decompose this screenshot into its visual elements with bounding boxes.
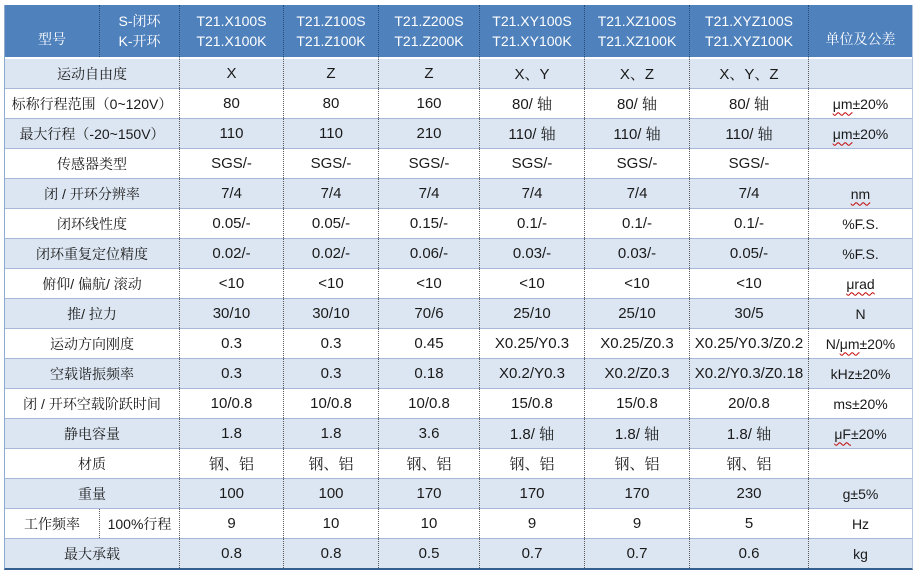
spec-value-cell: Z bbox=[378, 59, 479, 88]
spec-value-cell: 1.8/ 轴 bbox=[479, 418, 584, 448]
unit-cell bbox=[808, 328, 912, 358]
spec-value-cell: SGS/- bbox=[283, 148, 378, 178]
spec-value-cell: 7/4 bbox=[283, 178, 378, 208]
unit-text-spellcheck-flagged: μrad bbox=[846, 275, 875, 292]
spec-value-cell: 160 bbox=[378, 88, 479, 118]
unit-text: kg bbox=[853, 545, 868, 562]
model-header-cell bbox=[5, 5, 179, 59]
spec-value-cell: 0.1/- bbox=[689, 208, 808, 238]
unit-tolerance-text: ±20% bbox=[852, 125, 889, 142]
model-name-s: T21.XY100S bbox=[492, 13, 572, 29]
spec-value-cell: 110/ 轴 bbox=[479, 118, 584, 148]
spec-value-cell: 1.8 bbox=[179, 418, 283, 448]
model-column-header bbox=[584, 5, 689, 59]
spec-value-cell: SGS/- bbox=[689, 148, 808, 178]
spec-value-cell: 30/10 bbox=[179, 298, 283, 328]
unit-cell bbox=[808, 358, 912, 388]
row-label-cell: 最大承载 bbox=[5, 538, 179, 568]
spec-value-cell: 80 bbox=[179, 88, 283, 118]
row-label-cell: 材质 bbox=[5, 448, 179, 478]
row-label-cell bbox=[5, 508, 179, 538]
spec-value-cell: 0.1/- bbox=[584, 208, 689, 238]
spec-row bbox=[5, 208, 912, 238]
spec-value-cell: X0.2/Y0.3 bbox=[479, 358, 584, 388]
spec-value-cell: 7/4 bbox=[479, 178, 584, 208]
unit-text-spellcheck-flagged: μm bbox=[832, 125, 853, 142]
unit-cell bbox=[808, 178, 912, 208]
unit-cell bbox=[808, 88, 912, 118]
spec-value-cell: 钢、铝 bbox=[179, 448, 283, 478]
spec-value-cell: X0.25/Y0.3 bbox=[479, 328, 584, 358]
spec-row bbox=[5, 358, 912, 388]
spec-value-cell: 3.6 bbox=[378, 418, 479, 448]
model-name-k: T21.X100K bbox=[196, 33, 267, 49]
spec-value-cell: 钢、铝 bbox=[378, 448, 479, 478]
spec-value-cell: 5 bbox=[689, 508, 808, 538]
spec-value-cell: <10 bbox=[283, 268, 378, 298]
spec-value-cell: 1.8/ 轴 bbox=[689, 418, 808, 448]
row-label-cell: 重量 bbox=[5, 478, 179, 508]
spec-value-cell: 30/5 bbox=[689, 298, 808, 328]
spec-value-cell: 0.05/- bbox=[179, 208, 283, 238]
spec-value-cell: SGS/- bbox=[378, 148, 479, 178]
spec-value-cell: 10 bbox=[283, 508, 378, 538]
row-label-cell: 运动方向刚度 bbox=[5, 328, 179, 358]
spec-table bbox=[4, 5, 913, 570]
spec-value-cell: SGS/- bbox=[479, 148, 584, 178]
spec-row bbox=[5, 118, 912, 148]
model-column-header bbox=[179, 5, 283, 59]
spec-row bbox=[5, 478, 912, 508]
row-label-cell: 标称行程范围（0~120V） bbox=[5, 88, 179, 118]
spec-row bbox=[5, 268, 912, 298]
spec-value-cell: 0.45 bbox=[378, 328, 479, 358]
unit-text-spellcheck-flagged: μF bbox=[834, 425, 851, 442]
spec-value-cell: 10/0.8 bbox=[283, 388, 378, 418]
model-header-label: 型号 bbox=[38, 31, 66, 47]
unit-header-label: 单位及公差 bbox=[825, 31, 896, 47]
row-label-cell: 推/ 拉力 bbox=[5, 298, 179, 328]
unit-text-spellcheck-flagged: nm bbox=[850, 185, 871, 202]
spec-value-cell: 0.05/- bbox=[689, 238, 808, 268]
unit-tolerance-text: ±20% bbox=[859, 335, 896, 352]
row-label-cell: 静电容量 bbox=[5, 418, 179, 448]
spec-row bbox=[5, 508, 912, 538]
spec-value-cell: 0.02/- bbox=[179, 238, 283, 268]
spec-row bbox=[5, 238, 912, 268]
spec-value-cell: X、Y、Z bbox=[689, 59, 808, 88]
spec-row bbox=[5, 59, 912, 88]
unit-text: N bbox=[855, 305, 866, 322]
spec-value-cell: 0.18 bbox=[378, 358, 479, 388]
spec-value-cell: 70/6 bbox=[378, 298, 479, 328]
spec-row bbox=[5, 538, 912, 568]
row-label-cell: 闭 / 开环分辨率 bbox=[5, 178, 179, 208]
spec-value-cell: X0.2/Y0.3/Z0.18 bbox=[689, 358, 808, 388]
loop-type-header bbox=[99, 5, 179, 57]
spec-value-cell: 170 bbox=[479, 478, 584, 508]
spec-value-cell: 80/ 轴 bbox=[479, 88, 584, 118]
unit-cell bbox=[808, 538, 912, 568]
unit-tolerance-text: ±20% bbox=[850, 425, 887, 442]
row-label-cell: 空载谐振频率 bbox=[5, 358, 179, 388]
spec-value-cell: 10/0.8 bbox=[179, 388, 283, 418]
spec-value-cell: 0.6 bbox=[689, 538, 808, 568]
row-label-cell: 俯仰/ 偏航/ 滚动 bbox=[5, 268, 179, 298]
spec-value-cell: 15/0.8 bbox=[479, 388, 584, 418]
unit-cell bbox=[808, 448, 912, 478]
unit-cell bbox=[808, 118, 912, 148]
spec-value-cell: 7/4 bbox=[584, 178, 689, 208]
spec-value-cell: SGS/- bbox=[179, 148, 283, 178]
spec-value-cell: 9 bbox=[179, 508, 283, 538]
spec-value-cell: 110/ 轴 bbox=[584, 118, 689, 148]
spec-value-cell: X、Z bbox=[584, 59, 689, 88]
spec-value-cell: 0.8 bbox=[283, 538, 378, 568]
unit-text: ms±20% bbox=[833, 395, 888, 412]
spec-value-cell: 170 bbox=[378, 478, 479, 508]
spec-value-cell: 7/4 bbox=[179, 178, 283, 208]
spec-value-cell: 0.7 bbox=[584, 538, 689, 568]
row-label-cell: 传感器类型 bbox=[5, 148, 179, 178]
row-label-cell: 运动自由度 bbox=[5, 59, 179, 88]
spec-value-cell: 10 bbox=[378, 508, 479, 538]
spec-value-cell: 170 bbox=[584, 478, 689, 508]
unit-text-spellcheck-flagged: μm bbox=[839, 335, 860, 352]
model-name-s: T21.Z100S bbox=[296, 13, 366, 29]
spec-value-cell: 钢、铝 bbox=[283, 448, 378, 478]
unit-cell bbox=[808, 508, 912, 538]
unit-cell bbox=[808, 478, 912, 508]
spec-value-cell: 100 bbox=[179, 478, 283, 508]
spec-value-cell: X0.2/Z0.3 bbox=[584, 358, 689, 388]
spec-value-cell: <10 bbox=[689, 268, 808, 298]
spec-value-cell: <10 bbox=[584, 268, 689, 298]
spec-value-cell: 25/10 bbox=[584, 298, 689, 328]
spec-value-cell: 钢、铝 bbox=[584, 448, 689, 478]
model-name-s: T21.XYZ100S bbox=[705, 13, 793, 29]
spec-value-cell: 80/ 轴 bbox=[584, 88, 689, 118]
spec-value-cell: 10/0.8 bbox=[378, 388, 479, 418]
row-label-cell: 闭环重复定位精度 bbox=[5, 238, 179, 268]
spec-row bbox=[5, 418, 912, 448]
spec-value-cell: 1.8/ 轴 bbox=[584, 418, 689, 448]
spec-value-cell: X0.25/Z0.3 bbox=[584, 328, 689, 358]
spec-value-cell: 30/10 bbox=[283, 298, 378, 328]
spec-value-cell: 钢、铝 bbox=[479, 448, 584, 478]
spec-value-cell: 20/0.8 bbox=[689, 388, 808, 418]
unit-column-header bbox=[808, 5, 912, 59]
header-row bbox=[5, 5, 912, 59]
spec-value-cell: 0.02/- bbox=[283, 238, 378, 268]
unit-cell bbox=[808, 208, 912, 238]
spec-value-cell: 9 bbox=[479, 508, 584, 538]
model-column-header bbox=[479, 5, 584, 59]
spec-row bbox=[5, 148, 912, 178]
unit-cell bbox=[808, 298, 912, 328]
spec-value-cell: 110 bbox=[283, 118, 378, 148]
row-label-cell: 闭环线性度 bbox=[5, 208, 179, 238]
spec-value-cell: <10 bbox=[179, 268, 283, 298]
spec-value-cell: 9 bbox=[584, 508, 689, 538]
unit-tolerance-text: ±20% bbox=[852, 95, 889, 112]
unit-text-spellcheck-flagged: μm bbox=[832, 95, 853, 112]
row-sublabel: 100%行程 bbox=[99, 509, 179, 538]
unit-cell bbox=[808, 388, 912, 418]
spec-value-cell: 7/4 bbox=[689, 178, 808, 208]
spec-value-cell: 0.05/- bbox=[283, 208, 378, 238]
spec-value-cell: 1.8 bbox=[283, 418, 378, 448]
row-label: 工作频率 bbox=[24, 515, 80, 532]
spec-value-cell: 80 bbox=[283, 88, 378, 118]
spec-value-cell: 210 bbox=[378, 118, 479, 148]
model-name-k: T21.XYZ100K bbox=[705, 33, 793, 49]
model-name-k: T21.XY100K bbox=[492, 33, 572, 49]
unit-cell bbox=[808, 148, 912, 178]
spec-value-cell: 0.15/- bbox=[378, 208, 479, 238]
spec-value-cell: 230 bbox=[689, 478, 808, 508]
spec-value-cell: X0.25/Y0.3/Z0.2 bbox=[689, 328, 808, 358]
spec-value-cell: <10 bbox=[378, 268, 479, 298]
model-column-header bbox=[689, 5, 808, 59]
spec-value-cell: 0.7 bbox=[479, 538, 584, 568]
model-name-k: T21.Z200K bbox=[394, 33, 464, 49]
model-name-s: T21.Z200S bbox=[394, 13, 464, 29]
closed-loop-label: S-闭环 bbox=[118, 13, 161, 29]
spec-value-cell: 110/ 轴 bbox=[689, 118, 808, 148]
spec-value-cell: X bbox=[179, 59, 283, 88]
unit-cell bbox=[808, 238, 912, 268]
spec-value-cell: 0.06/- bbox=[378, 238, 479, 268]
spec-value-cell: 0.1/- bbox=[479, 208, 584, 238]
unit-text: kHz±20% bbox=[830, 365, 891, 382]
row-label-cell: 闭 / 开环空载阶跃时间 bbox=[5, 388, 179, 418]
spec-row bbox=[5, 88, 912, 118]
unit-cell bbox=[808, 418, 912, 448]
unit-text: Hz bbox=[851, 515, 870, 532]
unit-text: N/ bbox=[825, 335, 840, 352]
spec-value-cell: SGS/- bbox=[584, 148, 689, 178]
spec-value-cell: 110 bbox=[179, 118, 283, 148]
spec-value-cell: 0.3 bbox=[283, 328, 378, 358]
model-name-k: T21.XZ100K bbox=[597, 33, 677, 49]
model-name-s: T21.XZ100S bbox=[597, 13, 677, 29]
open-loop-label: K-开环 bbox=[118, 33, 161, 49]
spec-value-cell: 7/4 bbox=[378, 178, 479, 208]
spec-value-cell: X、Y bbox=[479, 59, 584, 88]
unit-text: %F.S. bbox=[842, 245, 879, 262]
spec-value-cell: 0.3 bbox=[179, 328, 283, 358]
spec-value-cell: 0.03/- bbox=[584, 238, 689, 268]
row-label-cell: 最大行程（-20~150V） bbox=[5, 118, 179, 148]
spec-value-cell: 0.3 bbox=[283, 358, 378, 388]
model-column-header bbox=[283, 5, 378, 59]
spec-value-cell: 100 bbox=[283, 478, 378, 508]
spec-value-cell: <10 bbox=[479, 268, 584, 298]
spec-row bbox=[5, 178, 912, 208]
spec-row bbox=[5, 328, 912, 358]
unit-cell bbox=[808, 59, 912, 88]
unit-cell bbox=[808, 268, 912, 298]
spec-value-cell: Z bbox=[283, 59, 378, 88]
spec-value-cell: 0.3 bbox=[179, 358, 283, 388]
spec-value-cell: 0.5 bbox=[378, 538, 479, 568]
spec-row bbox=[5, 298, 912, 328]
unit-text: %F.S. bbox=[842, 215, 879, 232]
model-column-header bbox=[378, 5, 479, 59]
spec-value-cell: 25/10 bbox=[479, 298, 584, 328]
model-name-s: T21.X100S bbox=[196, 13, 267, 29]
spec-value-cell: 15/0.8 bbox=[584, 388, 689, 418]
spec-value-cell: 80/ 轴 bbox=[689, 88, 808, 118]
spec-value-cell: 0.8 bbox=[179, 538, 283, 568]
unit-text: g±5% bbox=[842, 485, 879, 502]
spec-row bbox=[5, 448, 912, 478]
model-name-k: T21.Z100K bbox=[296, 33, 366, 49]
spec-value-cell: 钢、铝 bbox=[689, 448, 808, 478]
spec-row bbox=[5, 388, 912, 418]
spec-value-cell: 0.03/- bbox=[479, 238, 584, 268]
